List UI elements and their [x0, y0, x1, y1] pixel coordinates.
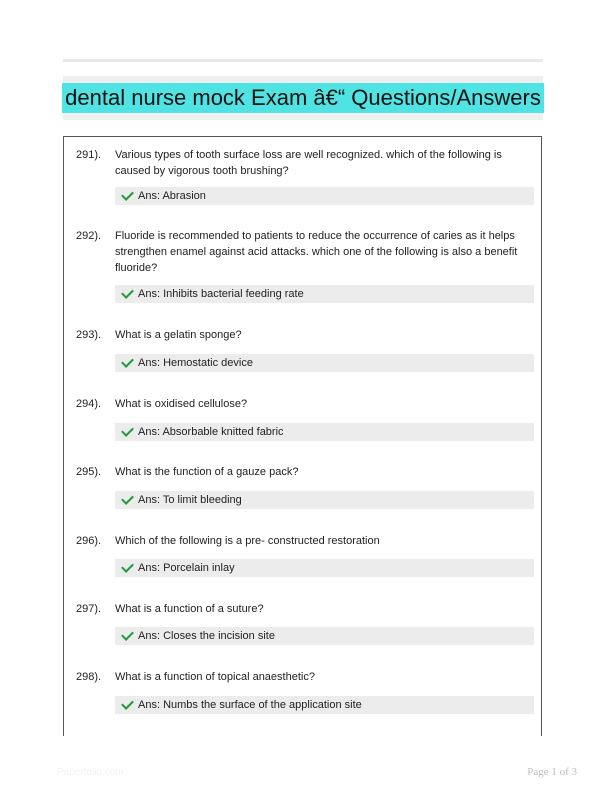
check-icon — [121, 492, 134, 505]
answer-box — [115, 354, 534, 372]
answer-text: Ans: Abrasion — [138, 190, 206, 202]
question-number: 297). — [76, 603, 102, 615]
answer-box — [115, 559, 534, 577]
question-text: What is a function of a suture? — [115, 603, 264, 615]
answer-box — [115, 423, 534, 441]
question-text: What is a function of topical anaesthetic? — [115, 671, 315, 683]
questions-panel — [63, 136, 542, 736]
answer-text: Ans: Numbs the surface of the application site — [138, 699, 362, 711]
question-number: 296). — [76, 535, 102, 547]
check-icon — [121, 286, 134, 299]
question-number: 295). — [76, 466, 102, 478]
check-icon — [121, 697, 134, 710]
question-text: What is a gelatin sponge? — [115, 329, 242, 341]
check-icon — [121, 355, 134, 368]
answer-box — [115, 627, 534, 645]
answer-text: Ans: To limit bleeding — [138, 494, 242, 506]
answer-text: Ans: Hemostatic device — [138, 357, 253, 369]
page-number: Page 1 of 3 — [527, 766, 577, 778]
question-number: 291). — [76, 149, 102, 161]
footer-watermark: Paperfolio.com — [57, 767, 124, 778]
answer-box — [115, 491, 534, 509]
question-text: What is the function of a gauze pack? — [115, 466, 299, 478]
top-divider — [63, 59, 543, 62]
check-icon — [121, 560, 134, 573]
answer-box — [115, 285, 534, 303]
question-text: What is oxidised cellulose? — [115, 398, 248, 410]
page-title: dental nurse mock Exam â€“ Questions/Answers — [62, 83, 544, 113]
question-text: Fluoride is recommended to patients to reduce the occurrence of caries as it helps strengthen enamel against acid attacks. which one of the following is also a benefit fluoride? — [115, 230, 518, 274]
question-text: Various types of tooth surface loss are well recognized. which of the following is caused by vigorous tooth brushing? — [115, 149, 502, 177]
answer-text: Ans: Inhibits bacterial feeding rate — [138, 288, 304, 300]
question-number: 294). — [76, 398, 102, 410]
answer-text: Ans: Closes the incision site — [138, 630, 275, 642]
answer-box — [115, 187, 534, 205]
answer-box — [115, 696, 534, 714]
question-number: 298). — [76, 671, 102, 683]
check-icon — [121, 628, 134, 641]
question-text: Which of the following is a pre- constructed restoration — [115, 535, 380, 547]
title-banner — [63, 76, 543, 120]
question-number: 293). — [76, 329, 102, 341]
check-icon — [121, 188, 134, 201]
answer-text: Ans: Absorbable knitted fabric — [138, 426, 284, 438]
question-number: 292). — [76, 230, 102, 242]
check-icon — [121, 424, 134, 437]
answer-text: Ans: Porcelain inlay — [138, 562, 235, 574]
